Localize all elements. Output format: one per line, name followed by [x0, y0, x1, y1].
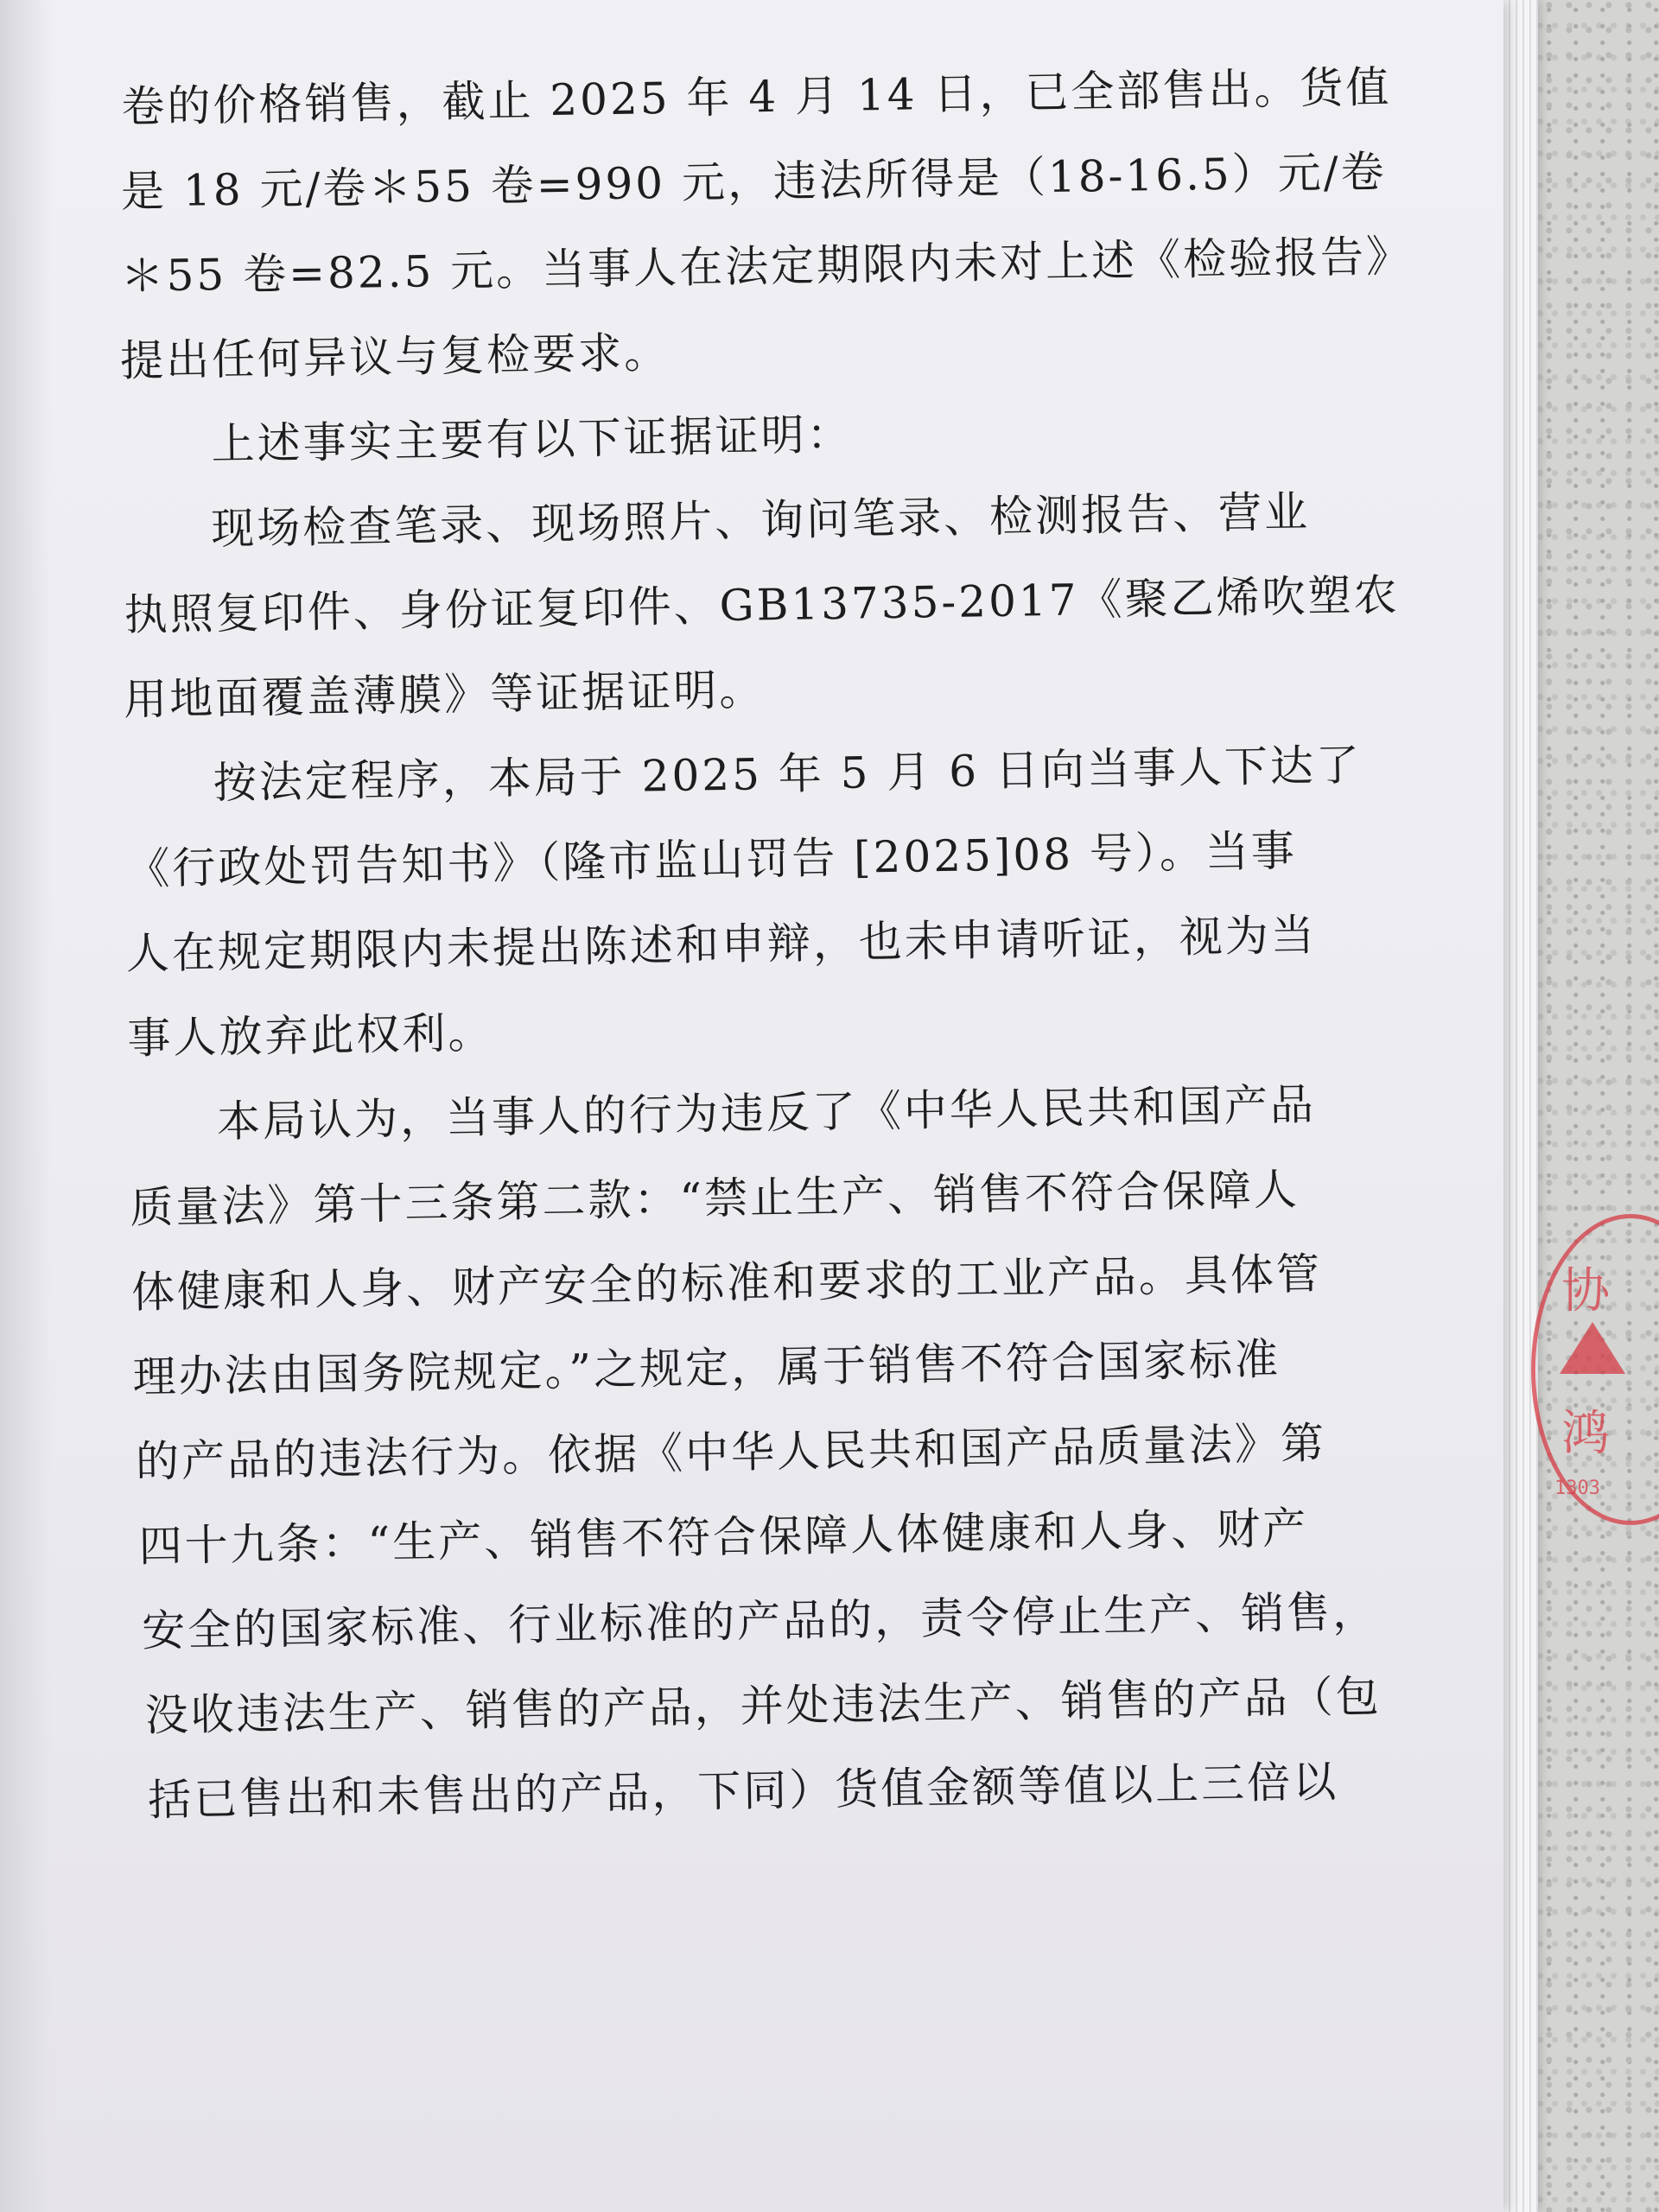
text-line: 现场检查笔录、现场照片、询问笔录、检测报告、营业: [210, 486, 1311, 555]
text-line: 按法定程序，本局于 2025 年 5 月 6 日向当事人下达了: [213, 740, 1363, 809]
text-line: 卷的价格销售，截止 2025 年 4 月 14 日，已全部售出。货值: [121, 61, 1392, 132]
text-line: 人在规定期限内未提出陈述和申辩，也未申请听证，视为当: [125, 910, 1318, 979]
text-line: 没收违法生产、销售的产品，并处违法生产、销售的产品（包: [144, 1671, 1382, 1741]
text-line: 四十九条：“生产、销售不符合保障人体健康和人身、财产: [138, 1503, 1309, 1572]
seal-char: 鸿: [1561, 1406, 1610, 1462]
seal-star-icon: [1560, 1322, 1625, 1374]
text-line: ＊55 卷=82.5 元。当事人在法定期限内未对上述《检验报告》: [120, 231, 1413, 302]
text-line: 质量法》第十三条第二款：“禁止生产、销售不符合保障人: [130, 1164, 1300, 1233]
text-line: 《行政处罚告知书》（隆市监山罚告 [2025]08 号）。当事: [125, 825, 1298, 894]
text-line: 括已售出和未售出的产品，下同）货值金额等值以上三倍以: [147, 1756, 1339, 1826]
text-line: 上述事实主要有以下证据证明：: [211, 409, 854, 470]
text-line: 是 18 元/卷＊55 卷=990 元，违法所得是（18-16.5）元/卷: [120, 146, 1388, 217]
text-line: 用地面覆盖薄膜》等证据证明。: [123, 664, 766, 725]
text-line: 的产品的违法行为。依据《中华人民共和国产品质量法》第: [135, 1418, 1327, 1487]
text-line: 执照复印件、身份证复印件、GB13735-2017《聚乙烯吹塑农: [124, 569, 1400, 640]
seal-char: 协: [1561, 1263, 1610, 1319]
text-line: 本局认为，当事人的行为违反了《中华人民共和国产品: [216, 1079, 1317, 1147]
text-line: 提出任何异议与复检要求。: [119, 327, 671, 386]
text-line: 理办法由国务院规定。”之规定，属于销售不符合国家标准: [132, 1333, 1281, 1402]
seal-number: 1303: [1554, 1478, 1600, 1499]
page-binding-shadow: [0, 0, 52, 2212]
document-body: [112, 60, 1413, 1826]
text-line: 体健康和人身、财产安全的标准和要求的工业产品。具体管: [130, 1249, 1323, 1318]
text-line: 事人放弃此权利。: [126, 1007, 494, 1064]
text-line: 安全的国家标准、行业标准的产品的，责令停止生产、销售，: [141, 1586, 1379, 1656]
